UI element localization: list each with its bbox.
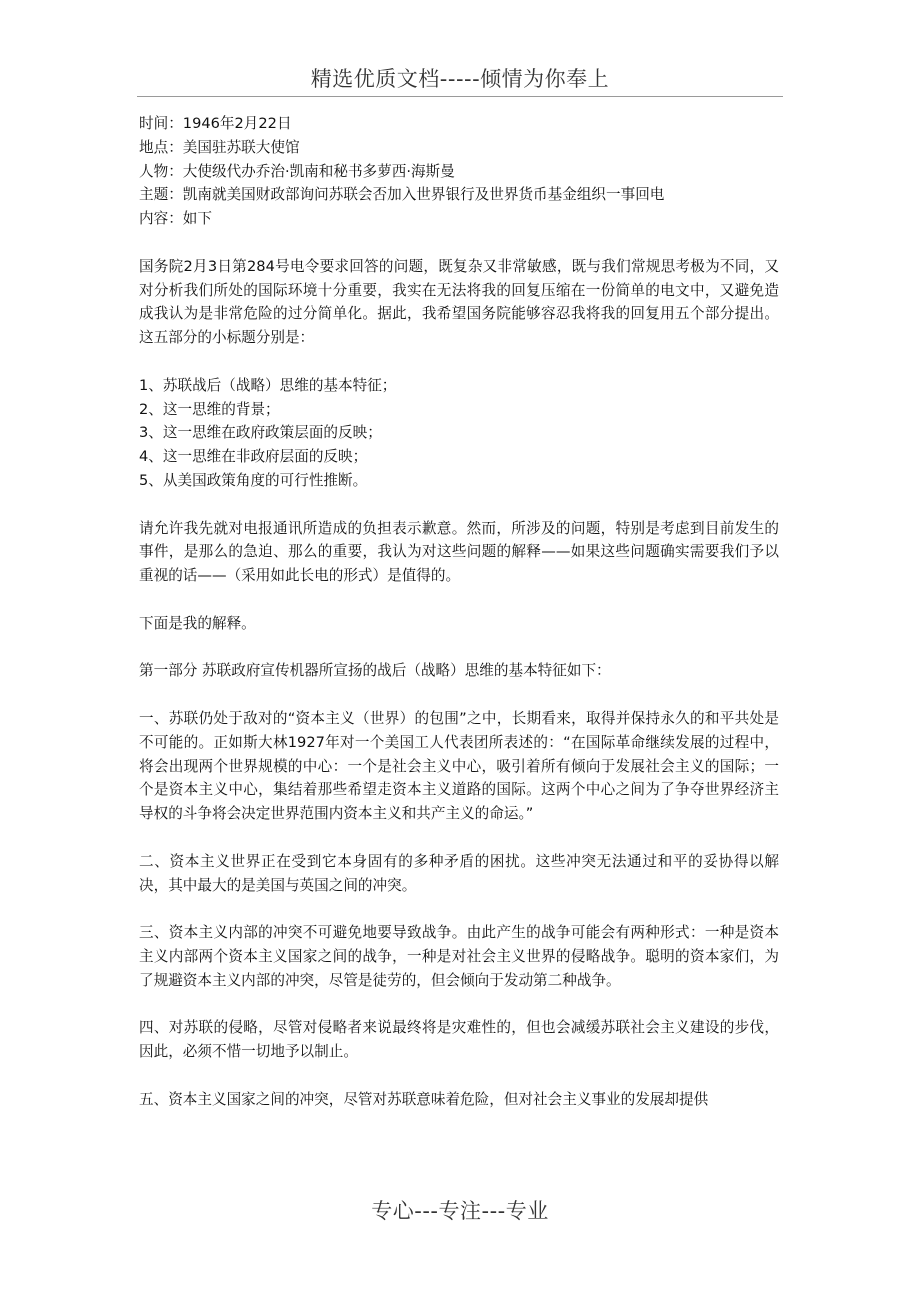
spacer — [139, 588, 779, 612]
paragraph-point-five: 五、资本主义国家之间的冲突，尽管对苏联意味着危险，但对社会主义事业的发展却提供 — [139, 1090, 709, 1108]
meta-time: 时间：1946年2月22日 — [139, 115, 292, 132]
section-heading-part-one: 第一部分 苏联政府宣传机器所宣扬的战后（战略）思维的基本特征如下： — [139, 662, 611, 680]
spacer — [139, 493, 779, 517]
paragraph-point-one: 一、苏联仍处于敌对的“资本主义（世界）的包围”之中，长期看来，取得并保持永久的和平共处是不可能的。正如斯大林1927年对一个美国工人代表团所表述的：“在国际革命继续发展的过程中，将会出现两个世界规模的中心：一个是社会主义中心，吸引着所有倾向于发展社会主义的国际；一个是资本主义中心，集结着那些希望走资本主义道路的国际。这两个中心之间为了争夺世界经济主导权的斗争将会决定世界范围内资本主义和共产主义的命运。” — [139, 709, 779, 823]
spacer — [139, 1064, 779, 1088]
list-item: 4、这一思维在非政府层面的反映； — [139, 448, 368, 466]
list-item: 1、苏联战后（战略）思维的基本特征； — [139, 376, 397, 394]
meta-subject: 主题：凯南就美国财政部询问苏联会否加入世界银行及世界货币基金组织一事回电 — [139, 186, 665, 204]
spacer — [139, 350, 779, 374]
meta-content: 内容：如下 — [139, 210, 212, 228]
spacer — [139, 683, 779, 707]
paragraph-point-two: 二、资本主义世界正在受到它本身固有的多种矛盾的困扰。这些冲突无法通过和平的妥协得以解决，其中最大的是美国与英国之间的冲突。 — [139, 852, 779, 894]
header-divider — [137, 96, 783, 97]
spacer — [139, 897, 779, 921]
paragraph-explain: 下面是我的解释。 — [139, 614, 256, 632]
spacer — [139, 231, 779, 255]
meta-place: 地点：美国驻苏联大使馆 — [139, 138, 300, 156]
paragraph-point-three: 三、资本主义内部的冲突不可避免地要导致战争。由此产生的战争可能会有两种形式：一种是资本主义内部两个资本主义国家之间的战争，一种是对社会主义世界的侵略战争。聪明的资本家们，为了规避资本主义内部的冲突，尽管是徒劳的，但会倾向于发动第二种战争。 — [139, 924, 779, 989]
paragraph-point-four: 四、对苏联的侵略，尽管对侵略者来说最终将是灾难性的，但也会减缓苏联社会主义建设的步伐，因此，必须不惜一切地予以制止。 — [139, 1019, 779, 1061]
page-header: 精选优质文档-----倾情为你奉上 — [310, 67, 610, 91]
list-item: 5、从美国政策角度的可行性推断。 — [139, 471, 368, 489]
meta-people: 人物：大使级代办乔治·凯南和秘书多萝西·海斯曼 — [139, 162, 455, 180]
paragraph-intro: 国务院2月3日第284号电令要求回答的问题，既复杂又非常敏感，既与我们常规思考极为不同，又对分析我们所处的国际环境十分重要，我实在无法将我的回复压缩在一份简单的电文中，又避免造成我认为是非常危险的过分简单化。据此，我希望国务院能够容忍我将我的回复用五个部分提出。这五部分的小标题分别是： — [139, 257, 779, 347]
list-item: 2、这一思维的背景； — [139, 400, 280, 418]
list-item: 3、这一思维在政府政策层面的反映； — [139, 424, 382, 442]
document-body — [139, 112, 779, 1111]
spacer — [139, 636, 779, 660]
spacer — [139, 992, 779, 1016]
page-footer: 专心---专注---专业 — [371, 1199, 549, 1223]
paragraph-apology: 请允许我先就对电报通讯所造成的负担表示歉意。然而，所涉及的问题，特别是考虑到目前发生的事件，是那么的急迫、那么的重要，我认为对这些问题的解释——如果这些问题确实需要我们予以重视的话——（采用如此长电的形式）是值得的。 — [139, 519, 779, 585]
spacer — [139, 826, 779, 850]
